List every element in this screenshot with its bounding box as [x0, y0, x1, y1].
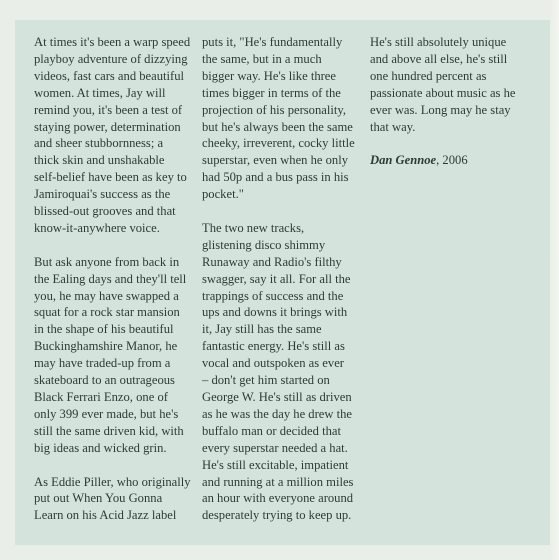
paragraph [34, 474, 202, 525]
text-line: – don't get him started on [202, 373, 330, 388]
text-line: He's still absolutely unique [370, 35, 507, 49]
text-line: know-it-anywhere voice. [34, 220, 160, 235]
page-edge [550, 0, 559, 560]
text-line: trappings of success and the [202, 288, 344, 303]
text-line: and running at a million miles [202, 474, 354, 489]
text-line: remind you, it's been a test of [34, 102, 183, 117]
text-line: Jamiroquai's success as the [34, 187, 171, 202]
paragraph [370, 34, 535, 135]
text-line: women. At times, Jay will [34, 85, 166, 100]
article-panel [15, 20, 550, 545]
text-line: As Eddie Piller, who originally [34, 474, 191, 489]
text-column-2 [202, 34, 364, 541]
text-line: may have traded-up from a [34, 356, 171, 371]
text-line: staying power, determination [34, 119, 181, 134]
text-line: skateboard to an outrageous [34, 373, 175, 388]
text-line: superstar, even when he only [202, 153, 349, 168]
text-line: pocket." [202, 187, 244, 202]
text-column-1 [34, 34, 202, 541]
text-line: At times it's been a warp speed [34, 35, 191, 49]
text-line: and sheer stubbornness; a [34, 136, 164, 151]
text-line: The two new tracks, [202, 220, 305, 235]
text-line: cheeky, irreverent, cocky little [202, 136, 355, 151]
text-line: big ideas and wicked grin. [34, 440, 167, 455]
text-line: buffalo man or decided that [202, 423, 341, 438]
text-line: times bigger in terms of the [202, 85, 341, 100]
text-line: Buckinghamshire Manor, he [34, 339, 178, 354]
text-line: puts it, "He's fundamentally [202, 35, 343, 49]
text-line: But ask anyone from back in [34, 254, 180, 269]
text-line: videos, fast cars and beautiful [34, 68, 185, 83]
text-line: in the shape of his beautiful [34, 322, 174, 337]
text-line: bigger way. He's like three [202, 68, 336, 83]
text-column-3 [370, 34, 535, 186]
text-line: one hundred percent as [370, 68, 487, 83]
text-line: George W. He's still as driven [202, 390, 352, 405]
text-line: Learn on his Acid Jazz label [34, 508, 177, 523]
text-line: swagger, say it all. For all the [202, 271, 351, 286]
text-line: passionate about music as he [370, 85, 516, 100]
text-line: squat for a rock star mansion [34, 305, 180, 320]
byline-year: , 2006 [436, 153, 468, 168]
text-line: had 50p and a bus pass in his [202, 170, 349, 185]
text-line: Black Ferrari Enzo, one of [34, 390, 168, 405]
text-line: put out When You Gonna [34, 491, 163, 506]
text-line: as he was the day he drew the [202, 406, 353, 421]
paragraph [34, 34, 202, 237]
text-line: it, Jay still has the same [202, 322, 322, 337]
text-line: you, he may have swapped a [34, 288, 179, 303]
text-line: blissed-out grooves and that [34, 204, 176, 219]
text-line: the Ealing days and they'll tell [34, 271, 187, 286]
paragraph [34, 254, 202, 457]
text-line: thick skin and unshakable [34, 153, 165, 168]
text-line: He's still excitable, impatient [202, 457, 349, 472]
text-line: ever was. Long may he stay [370, 102, 511, 117]
paragraph [202, 220, 364, 524]
text-line: every superstar needed a hat. [202, 440, 348, 455]
text-line: still the same driven kid, with [34, 423, 184, 438]
text-line: but he's always been the same [202, 119, 353, 134]
text-line: that way. [370, 119, 416, 134]
byline [370, 152, 535, 169]
text-line: playboy adventure of dizzying [34, 51, 188, 66]
author-name: Dan Gennoe [370, 153, 437, 168]
text-line: ups and downs it brings with [202, 305, 348, 320]
text-line: glistening disco shimmy [202, 237, 326, 252]
text-line: desperately trying to keep up. [202, 508, 352, 523]
text-line: self-belief have been as key to [34, 170, 187, 185]
text-line: vocal and outspoken as ever [202, 356, 344, 371]
text-line: and above all else, he's still [370, 51, 508, 66]
text-line: an hour with everyone around [202, 491, 354, 506]
text-line: Runaway and Radio's filthy [202, 254, 342, 269]
paragraph [202, 34, 364, 203]
text-line: fantastic energy. He's still as [202, 339, 345, 354]
text-line: only 399 ever made, but he's [34, 406, 179, 421]
text-line: projection of his personality, [202, 102, 346, 117]
text-line: the same, but in a much [202, 51, 322, 66]
